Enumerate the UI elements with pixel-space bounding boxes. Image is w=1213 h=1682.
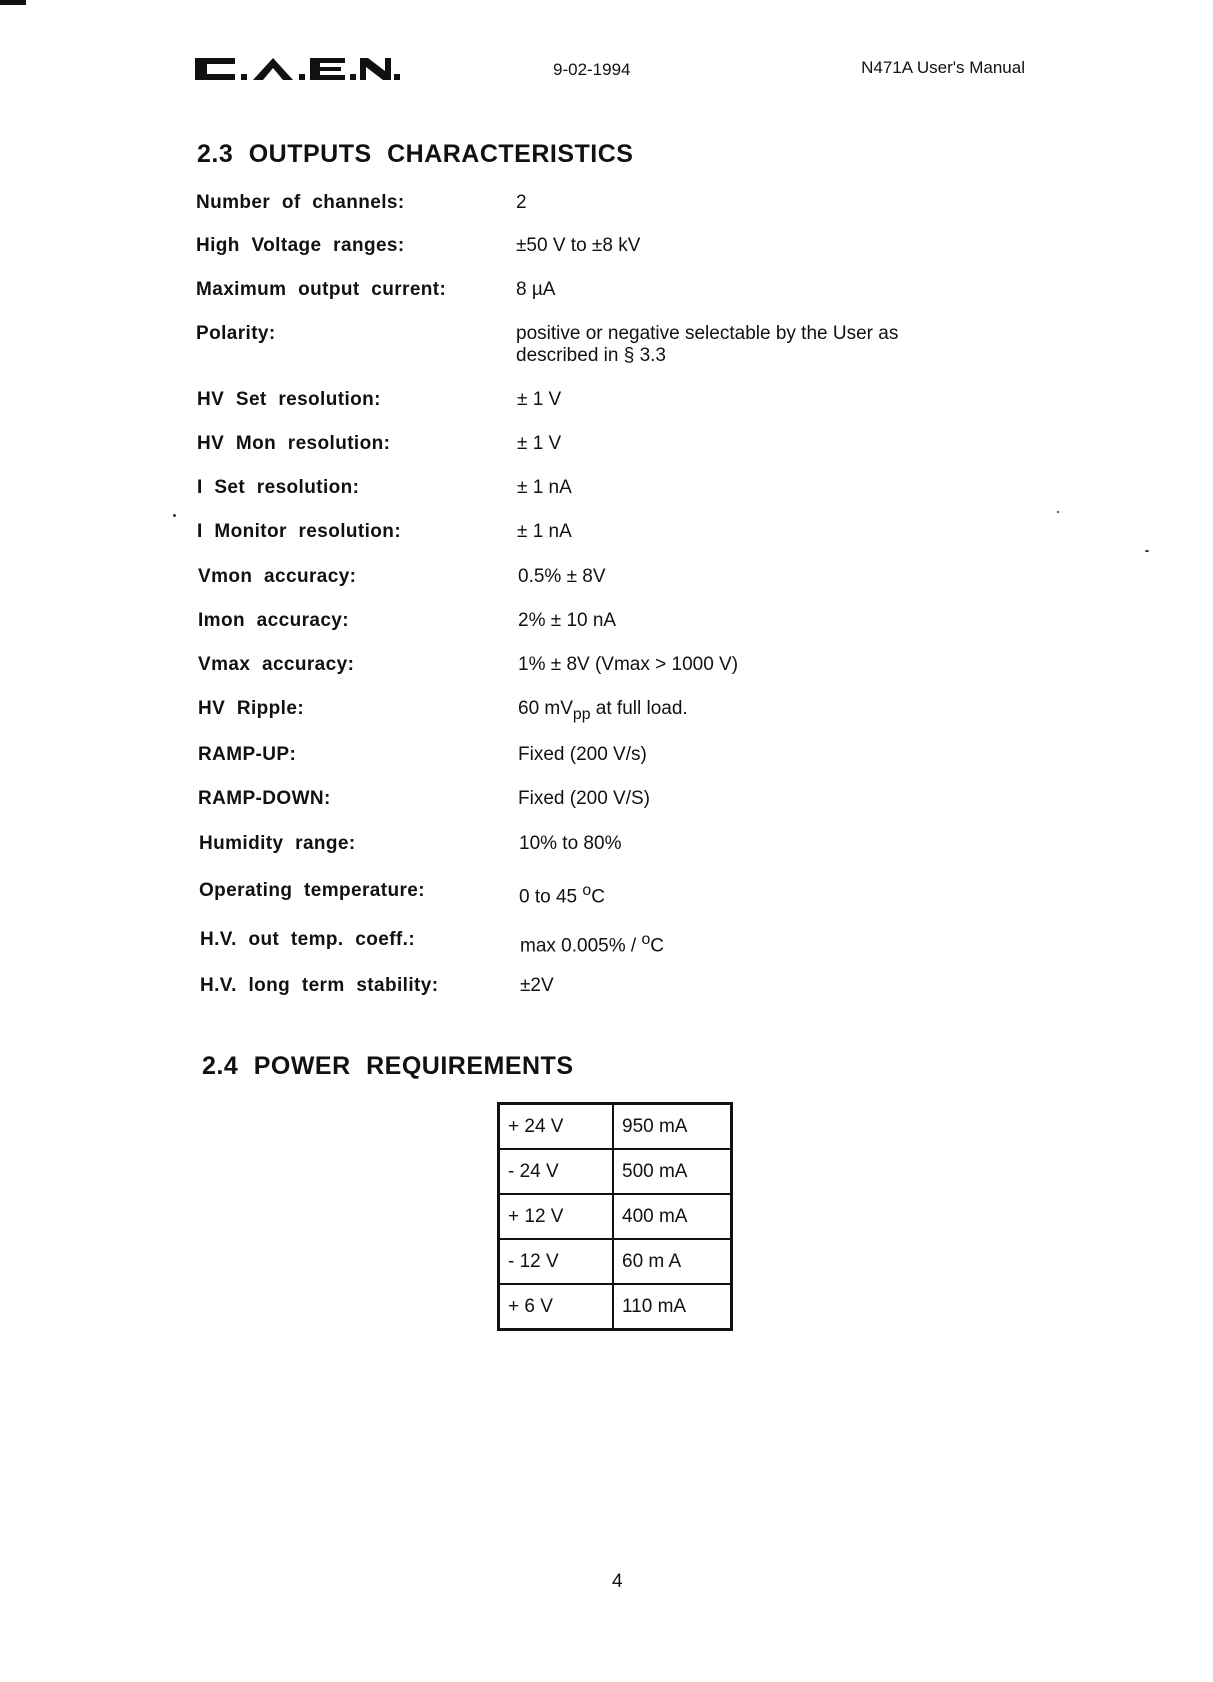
- current-cell: 110 mA: [613, 1284, 732, 1330]
- header-title: N471A User's Manual: [861, 58, 1025, 77]
- spec-label: RAMP-DOWN:: [198, 788, 331, 809]
- spec-label: Vmon accuracy:: [198, 566, 357, 587]
- spec-value: ±50 V to ±8 kV: [516, 235, 641, 256]
- spec-row: [198, 698, 1198, 738]
- header-date: 9-02-1994: [553, 60, 631, 79]
- spec-label: RAMP-UP:: [198, 744, 297, 765]
- spec-value: 1% ± 8V (Vmax > 1000 V): [518, 654, 739, 675]
- spec-label: Operating temperature:: [199, 880, 425, 901]
- spec-label: Maximum output current:: [196, 279, 447, 300]
- spec-row: [197, 389, 1197, 429]
- spec-value: ± 1 V: [517, 433, 562, 454]
- spec-label: Imon accuracy:: [198, 610, 349, 631]
- spec-label: Polarity:: [196, 323, 276, 344]
- spec-value: 60 $mV_{pp}$ at full load.: [518, 698, 688, 723]
- table-row: [499, 1284, 732, 1330]
- voltage-cell: + 12 V: [499, 1194, 614, 1239]
- spec-label: High Voltage ranges:: [196, 235, 405, 256]
- spec-value: Fixed (200 V/S): [518, 788, 650, 809]
- spec-value: Fixed (200 V/s): [518, 744, 647, 765]
- spec-value: 2: [516, 192, 527, 213]
- spec-row: [198, 788, 1198, 828]
- spec-row: [198, 654, 1198, 694]
- spec-row: [199, 880, 1199, 920]
- spec-value: ±2V: [520, 975, 554, 996]
- page-number: 4: [612, 1571, 623, 1592]
- table-row: [499, 1194, 732, 1239]
- voltage-cell: - 24 V: [499, 1149, 614, 1194]
- spec-label: I Set resolution:: [197, 477, 360, 498]
- spec-row: [197, 477, 1197, 517]
- voltage-cell: + 6 V: [499, 1284, 614, 1330]
- spec-label: H.V. long term stability:: [200, 975, 439, 996]
- spec-value: 0.5% ± 8V: [518, 566, 606, 587]
- table-row: [499, 1239, 732, 1284]
- spec-value: 8 µA: [516, 279, 556, 300]
- section-title-outputs: 2.3 OUTPUTS CHARACTERISTICS: [197, 140, 634, 168]
- spec-row: [198, 610, 1198, 650]
- spec-value: 2% ± 10 nA: [518, 610, 617, 631]
- spec-value: ± 1 nA: [517, 477, 572, 498]
- spec-label: Number of channels:: [196, 192, 405, 213]
- voltage-cell: + 24 V: [499, 1104, 614, 1150]
- spec-label: HV Mon resolution:: [197, 433, 391, 454]
- spec-row: [197, 433, 1197, 473]
- current-cell: 950 mA: [613, 1104, 732, 1150]
- spec-value: max 0.005% / $^o$C: [520, 931, 664, 957]
- spec-label: HV Set resolution:: [197, 389, 381, 410]
- spec-row: [196, 235, 1196, 275]
- spec-row: [196, 192, 1196, 232]
- spec-value: positive or negative selectable by the User as described in § 3.3: [516, 323, 899, 366]
- current-cell: 400 mA: [613, 1194, 732, 1239]
- spec-value: 0 to 45 $^o$C: [519, 882, 605, 908]
- spec-label: Humidity range:: [199, 833, 356, 854]
- spec-label: H.V. out temp. coeff.:: [200, 929, 416, 950]
- voltage-cell: - 12 V: [499, 1239, 614, 1284]
- current-cell: 60 m A: [613, 1239, 732, 1284]
- spec-label: Vmax accuracy:: [198, 654, 355, 675]
- spec-row: [196, 323, 1196, 373]
- table-row: [499, 1104, 732, 1150]
- spec-row: [197, 521, 1197, 561]
- table-row: [499, 1149, 732, 1194]
- spec-row: [200, 929, 1200, 969]
- spec-row: [198, 566, 1198, 606]
- spec-value: ± 1 nA: [517, 521, 572, 542]
- spec-row: [199, 833, 1199, 873]
- current-cell: 500 mA: [613, 1149, 732, 1194]
- spec-label: HV Ripple:: [198, 698, 305, 719]
- section-title-power: 2.4 POWER REQUIREMENTS: [202, 1052, 574, 1080]
- spec-row: [200, 975, 1200, 1015]
- spec-label: I Monitor resolution:: [197, 521, 402, 542]
- power-requirements-table: [497, 1102, 733, 1331]
- spec-value: ± 1 V: [517, 389, 562, 410]
- spec-row: [196, 279, 1196, 319]
- spec-value: 10% to 80%: [519, 833, 622, 854]
- spec-row: [198, 744, 1198, 784]
